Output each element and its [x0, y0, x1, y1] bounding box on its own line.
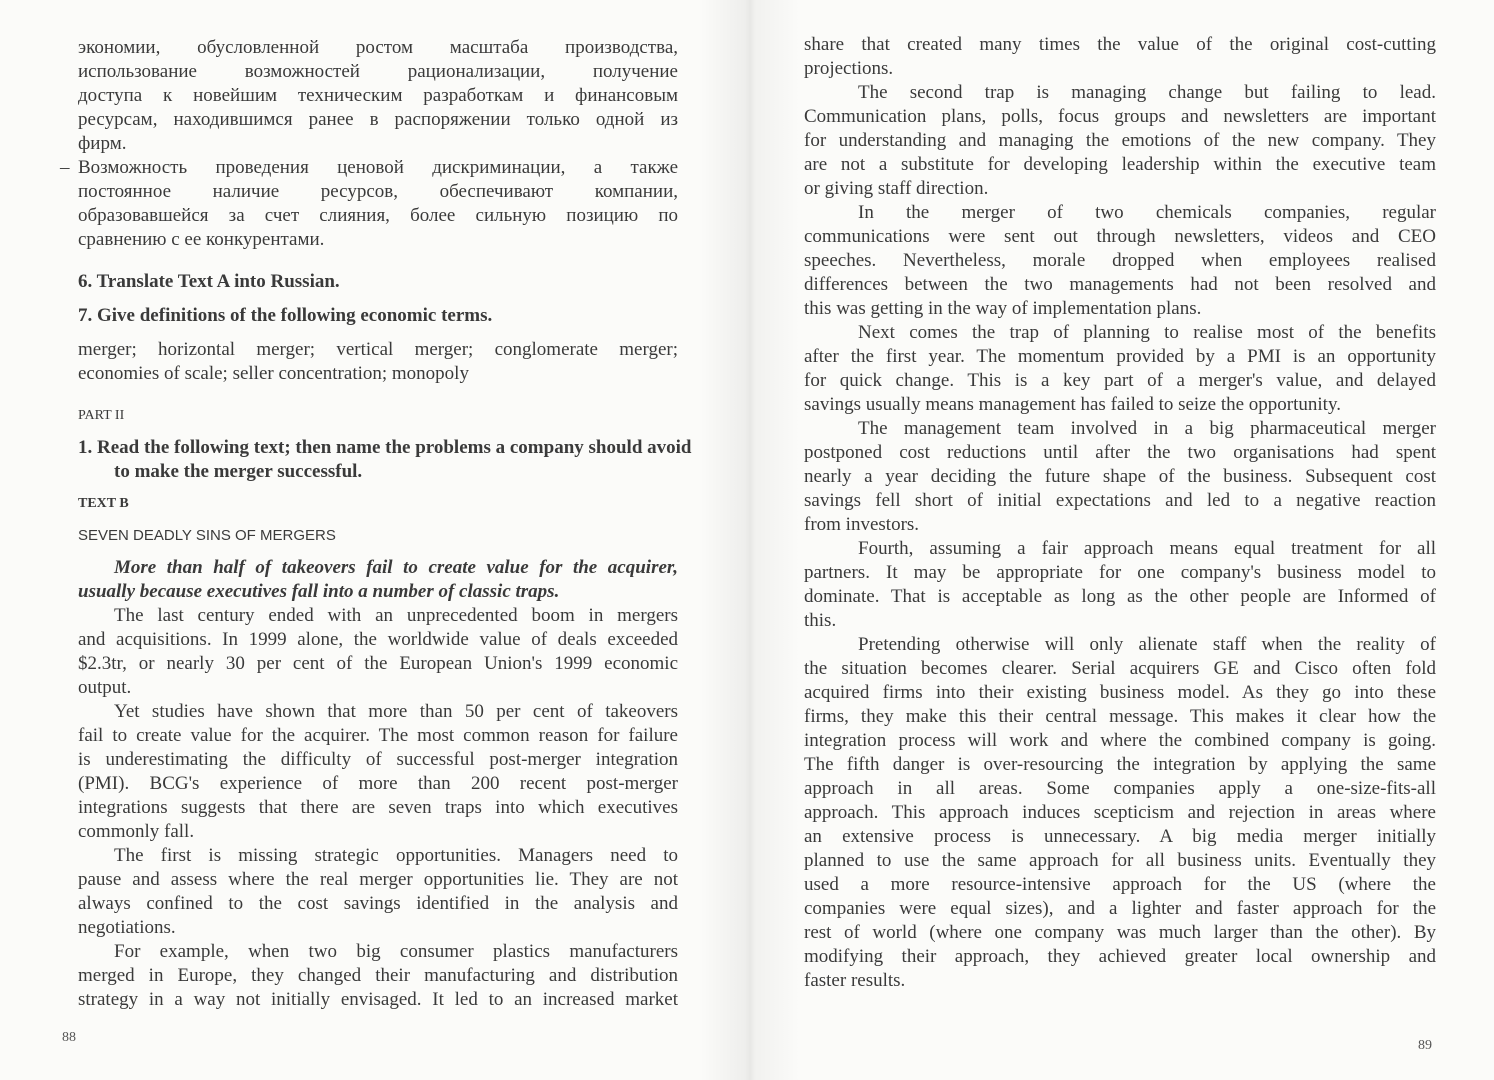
text-block [78, 844, 678, 940]
text-line: savings usually means management has failed to seize the opportunity. [804, 394, 1341, 415]
text-line: Yet studies have shown that more than 50 per cent of takeovers [114, 701, 678, 722]
section-label: PART II [78, 408, 125, 423]
text-line: strategy in a way not initially envisaged. It led to an increased market [78, 989, 678, 1010]
text-line: ресурсам, находившимся ранее в распоряжении только одной из [78, 109, 678, 130]
text-block [78, 940, 678, 1012]
text-line: or giving staff direction. [804, 178, 989, 199]
text-line: commonly fall. [78, 821, 195, 842]
text-line: fail to create value for the acquirer. The most common reason for failure [78, 725, 678, 746]
text-line: for understanding and managing the emotions of the new company. They [804, 130, 1436, 151]
text-block [78, 304, 678, 328]
text-line: and acquisitions. In 1999 alone, the worldwide value of deals exceeded [78, 629, 678, 650]
bullet-item-line: постоянное наличие ресурсов, обеспечивают компании, [78, 181, 678, 202]
text-line: Next comes the trap of planning to realise most of the benefits [858, 322, 1436, 343]
text-line: share that created many times the value of the original cost-cutting [804, 34, 1436, 55]
book-gutter-shadow [700, 0, 800, 1080]
text-block [804, 33, 1436, 81]
text-line: dominate. That is acceptable as long as the other people are Informed of [804, 586, 1436, 607]
text-line: from investors. [804, 514, 920, 535]
text-line: always confined to the cost savings identified in the analysis and [78, 893, 678, 914]
text-line: for quick change. This is a key part of a merger's value, and delayed [804, 370, 1436, 391]
text-block [78, 524, 678, 548]
text-block [78, 556, 678, 604]
text-line: использование возможностей рационализации, получение [78, 61, 678, 82]
page-number-right: 89 [1418, 1038, 1432, 1053]
text-line: nearly a year deciding the future shape of the business. Subsequent cost [804, 466, 1436, 487]
text-line: negotiations. [78, 917, 176, 938]
text-line: acquired firms into their existing business model. As they go into these [804, 682, 1436, 703]
page-number-left: 88 [62, 1030, 76, 1045]
text-line: planned to use the same approach for all business units. Eventually they [804, 850, 1436, 871]
text-line: is underestimating the difficulty of successful post-merger integration [78, 749, 678, 770]
exercise-heading: 7. Give definitions of the following economic terms. [78, 305, 493, 326]
text-line: partners. It may be appropriate for one company's business model to [804, 562, 1436, 583]
lead-paragraph-line: More than half of takeovers fail to create value for the acquirer, [114, 557, 678, 578]
text-line: merger; horizontal merger; vertical merger; conglomerate merger; [78, 339, 678, 360]
text-line: used a more resource-intensive approach for the US (where the [804, 874, 1436, 895]
text-block [804, 201, 1436, 321]
text-block [804, 633, 1436, 993]
bullet-item-line: – Возможность проведения ценовой дискриминации, а также [78, 156, 678, 180]
text-line: faster results. [804, 970, 906, 991]
text-block [804, 321, 1436, 417]
text-line: savings fell short of initial expectations and led to a negative reaction [804, 490, 1436, 511]
text-line: approach in all areas. Some companies apply a one-size-fits-all [804, 778, 1436, 799]
section-title: SEVEN DEADLY SINS OF MERGERS [78, 527, 336, 544]
section-label: TEXT B [78, 496, 129, 511]
text-block [804, 417, 1436, 537]
text-block [804, 81, 1436, 201]
text-line: Fourth, assuming a fair approach means equal treatment for all [858, 538, 1436, 559]
text-block [78, 700, 678, 844]
text-line: The second trap is managing change but failing to lead. [858, 82, 1436, 103]
text-block [78, 36, 678, 156]
text-block [78, 270, 678, 294]
text-block [804, 537, 1436, 633]
text-line: экономии, обусловленной ростом масштаба производства, [78, 37, 678, 58]
text-line: firms, they make this their central message. This makes it clear how the [804, 706, 1436, 727]
text-line: postponed cost reductions until after the two organisations had spent [804, 442, 1436, 463]
bullet-item-line: сравнению с ее конкурентами. [78, 229, 325, 250]
exercise-heading: to make the merger successful. [114, 461, 363, 482]
text-line: The first is missing strategic opportunities. Managers need to [114, 845, 678, 866]
text-line: In the merger of two chemicals companies, regular [858, 202, 1436, 223]
text-line: companies were equal sizes), and a lighter and faster approach for the [804, 898, 1436, 919]
exercise-heading: 6. Translate Text A into Russian. [78, 271, 340, 292]
text-block [78, 156, 678, 252]
text-line: speeches. Nevertheless, morale dropped when employees realised [804, 250, 1436, 271]
text-block [78, 604, 678, 700]
left-page-text [78, 36, 692, 1012]
text-line: Pretending otherwise will only alienate staff when the reality of [858, 634, 1436, 655]
text-line: differences between the two managements had not been resolved and [804, 274, 1436, 295]
lead-paragraph-line: usually because executives fall into a number of classic traps. [78, 581, 560, 602]
text-line: after the first year. The momentum provided by a PMI is an opportunity [804, 346, 1436, 367]
text-line: merged in Europe, they changed their manufacturing and distribution [78, 965, 678, 986]
text-line: (PMI). BCG's experience of more than 200 recent post-merger [78, 773, 678, 794]
text-line: the situation becomes clearer. Serial acquirers GE and Cisco often fold [804, 658, 1436, 679]
text-line: доступа к новейшим техническим разработкам и финансовым [78, 85, 678, 106]
exercise-heading: 1. Read the following text; then name the problems a company should avoid [78, 437, 692, 458]
text-line: The fifth danger is over-resourcing the integration by applying the same [804, 754, 1436, 775]
text-line: communications were sent out through newsletters, videos and CEO [804, 226, 1436, 247]
text-block [78, 404, 678, 428]
text-line: output. [78, 677, 132, 698]
text-line: rest of world (where one company was much larger than the other). By [804, 922, 1436, 943]
text-line: approach. This approach induces scepticism and rejection in areas where [804, 802, 1436, 823]
text-line: The last century ended with an unprecedented boom in mergers [114, 605, 678, 626]
text-line: modifying their approach, they achieved greater local ownership and [804, 946, 1436, 967]
text-line: integrations suggests that there are seven traps into which executives [78, 797, 678, 818]
text-line: this. [804, 610, 837, 631]
text-line: pause and assess where the real merger opportunities lie. They are not [78, 869, 678, 890]
text-line: are not a substitute for developing leadership within the executive team [804, 154, 1436, 175]
right-page-text [804, 33, 1436, 993]
text-line: The management team involved in a big pharmaceutical merger [858, 418, 1436, 439]
text-block [78, 436, 692, 484]
text-block [78, 338, 678, 386]
text-line: this was getting in the way of implementation plans. [804, 298, 1202, 319]
text-line: integration process will work and where the combined company is going. [804, 730, 1436, 751]
text-line: Communication plans, polls, focus groups and newsletters are important [804, 106, 1436, 127]
text-line: economies of scale; seller concentration; monopoly [78, 363, 469, 384]
bullet-item-line: образовавшейся за счет слияния, более сильную позицию по [78, 205, 678, 226]
text-line: an extensive process is unnecessary. A big media merger initially [804, 826, 1436, 847]
text-line: $2.3tr, or nearly 30 per cent of the European Union's 1999 economic [78, 653, 678, 674]
text-line: projections. [804, 58, 894, 79]
text-line: For example, when two big consumer plastics manufacturers [114, 941, 678, 962]
text-block [78, 492, 678, 516]
text-line: фирм. [78, 133, 127, 154]
